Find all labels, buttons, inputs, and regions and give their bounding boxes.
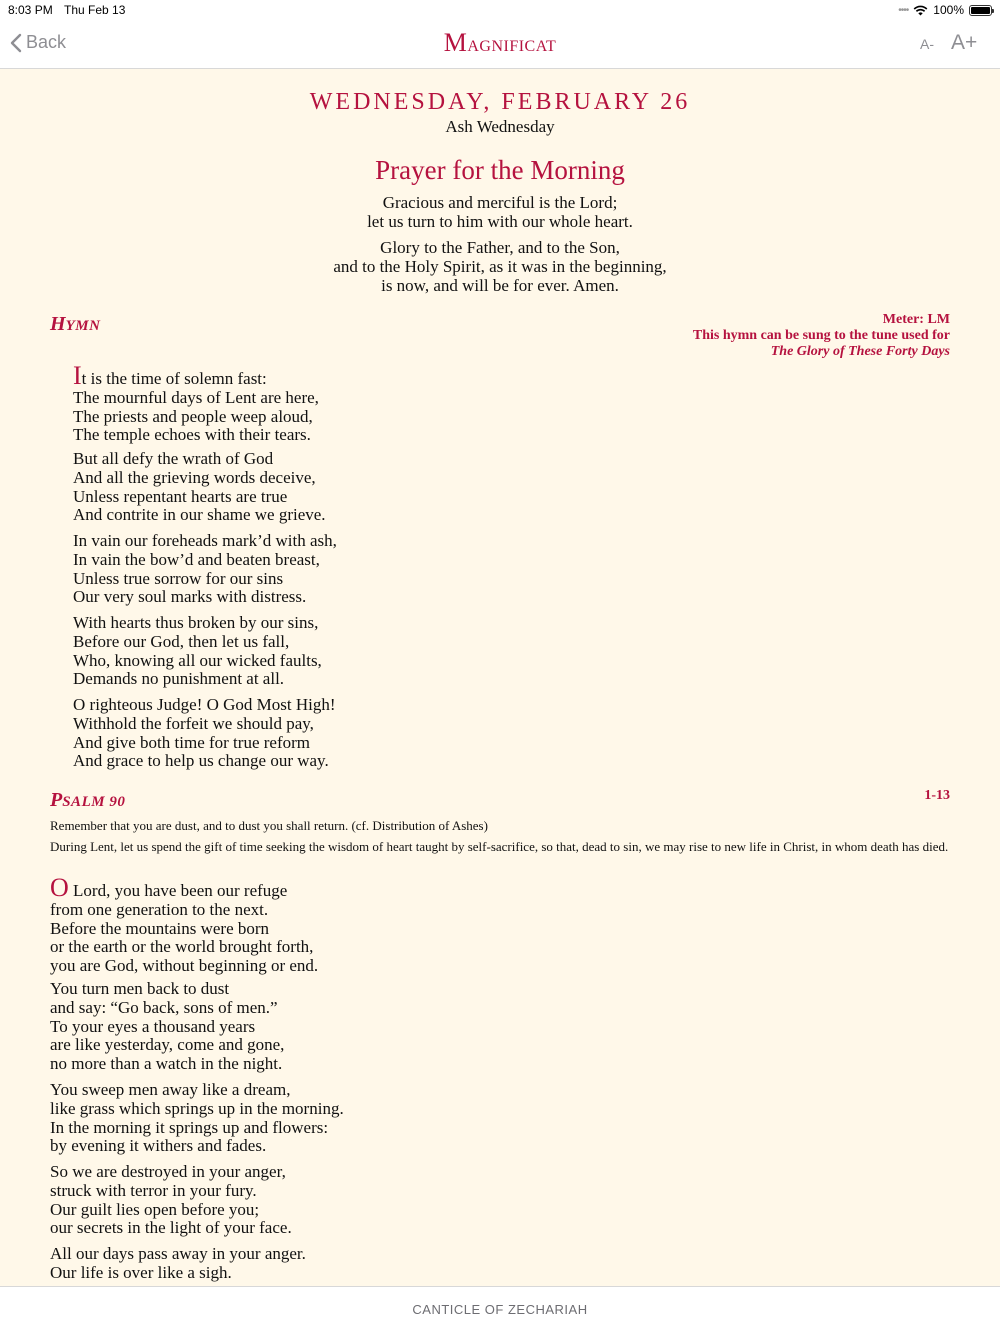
- navigation-bar: [0, 22, 1000, 69]
- hymn-meter-note: Meter: LM This hymn can be sung to the tune used for The Glory of These Forty Days: [692, 312, 950, 359]
- psalm-stanza-1: O Lord, you have been our refuge from one generation to the next. Before the mountains were born or the earth or the world brought forth, you are God, without beginning or end.: [50, 873, 319, 976]
- battery-icon: [969, 5, 992, 16]
- psalm-stanza-5: All our days pass away in your anger. Our life is over like a sigh.: [50, 1244, 306, 1282]
- decrease-font-button[interactable]: A-: [920, 36, 934, 52]
- next-section-button[interactable]: CANTICLE OF ZECHARIAH: [0, 1286, 1000, 1335]
- back-label: Back: [26, 32, 67, 52]
- hymn-stanza-3: In vain our foreheads mark’d with ash, In vain the bow’d and beaten breast, Unless true sorrow for our sins Our very soul marks with distress.: [73, 531, 337, 607]
- doxology: Glory to the Father, and to the Son, and to the Holy Spirit, as it was in the beginning, is now, and will be for ever. Amen.: [333, 238, 667, 295]
- psalm-verses: 1-13: [924, 788, 950, 803]
- psalm-antiphon: Remember that you are dust, and to dust you shall return. (cf. Distribution of Ashes): [50, 818, 488, 833]
- page-title: WEDNESDAY, FEBRUARY 26: [309, 89, 691, 115]
- hymn-stanza-4: With hearts thus broken by our sins, Before our God, then let us fall, Who, knowing all our wicked faults, Demands no punishment at all.: [73, 613, 322, 689]
- magnificat-logo: MAGNIFICAT: [443, 28, 557, 57]
- reading-content[interactable]: [0, 69, 1000, 1286]
- signal-dots-icon: ••••: [898, 4, 909, 16]
- psalm-stanza-4: So we are destroyed in your anger, struck with terror in your fury. Our guilt lies open before you; our secrets in the light of your face.: [50, 1162, 292, 1238]
- hymn-stanza-1: It is the time of solemn fast: The mournful days of Lent are here, The priests and people weep aloud, The temple echoes with their tears.: [73, 361, 319, 445]
- psalm-reflection: During Lent, let us spend the gift of time seeking the wisdom of heart taught by self-sacrifice, so that, dead to sin, we may rise to new life in Christ, in whom death has died.: [50, 839, 949, 854]
- wifi-icon: [913, 5, 928, 16]
- increase-font-button[interactable]: A+: [951, 31, 978, 54]
- hymn-heading: HYMN: [50, 313, 101, 335]
- status-time: 8:03 PM: [8, 3, 53, 17]
- hymn-stanza-5: O righteous Judge! O God Most High! Withhold the forfeit we should pay, And give both time for true reform And grace to help us change our way.: [73, 695, 336, 771]
- hymn-stanza-2: But all defy the wrath of God And all the grieving words deceive, Unless repentant hearts are true And contrite in our shame we grieve.: [73, 449, 326, 525]
- introductory-verse: Gracious and merciful is the Lord; let us turn to him with our whole heart.: [367, 193, 633, 231]
- status-bar: [0, 0, 1000, 22]
- psalm-heading: PSALM 90: [50, 789, 126, 811]
- section-title: Prayer for the Morning: [375, 155, 625, 185]
- liturgical-day: Ash Wednesday: [445, 117, 555, 136]
- drop-cap: I: [73, 361, 82, 390]
- battery-percent: 100%: [933, 3, 964, 17]
- status-right: [898, 3, 992, 17]
- psalm-stanza-3: You sweep men away like a dream, like grass which springs up in the morning. In the morning it springs up and flowers: by evening it withers and fades.: [50, 1080, 344, 1156]
- psalm-stanza-2: You turn men back to dust and say: “Go back, sons of men.” To your eyes a thousand years are like yesterday, come and gone, no more than a watch in the night.: [50, 979, 285, 1074]
- drop-cap: O: [50, 873, 69, 902]
- status-date: Thu Feb 13: [64, 3, 126, 17]
